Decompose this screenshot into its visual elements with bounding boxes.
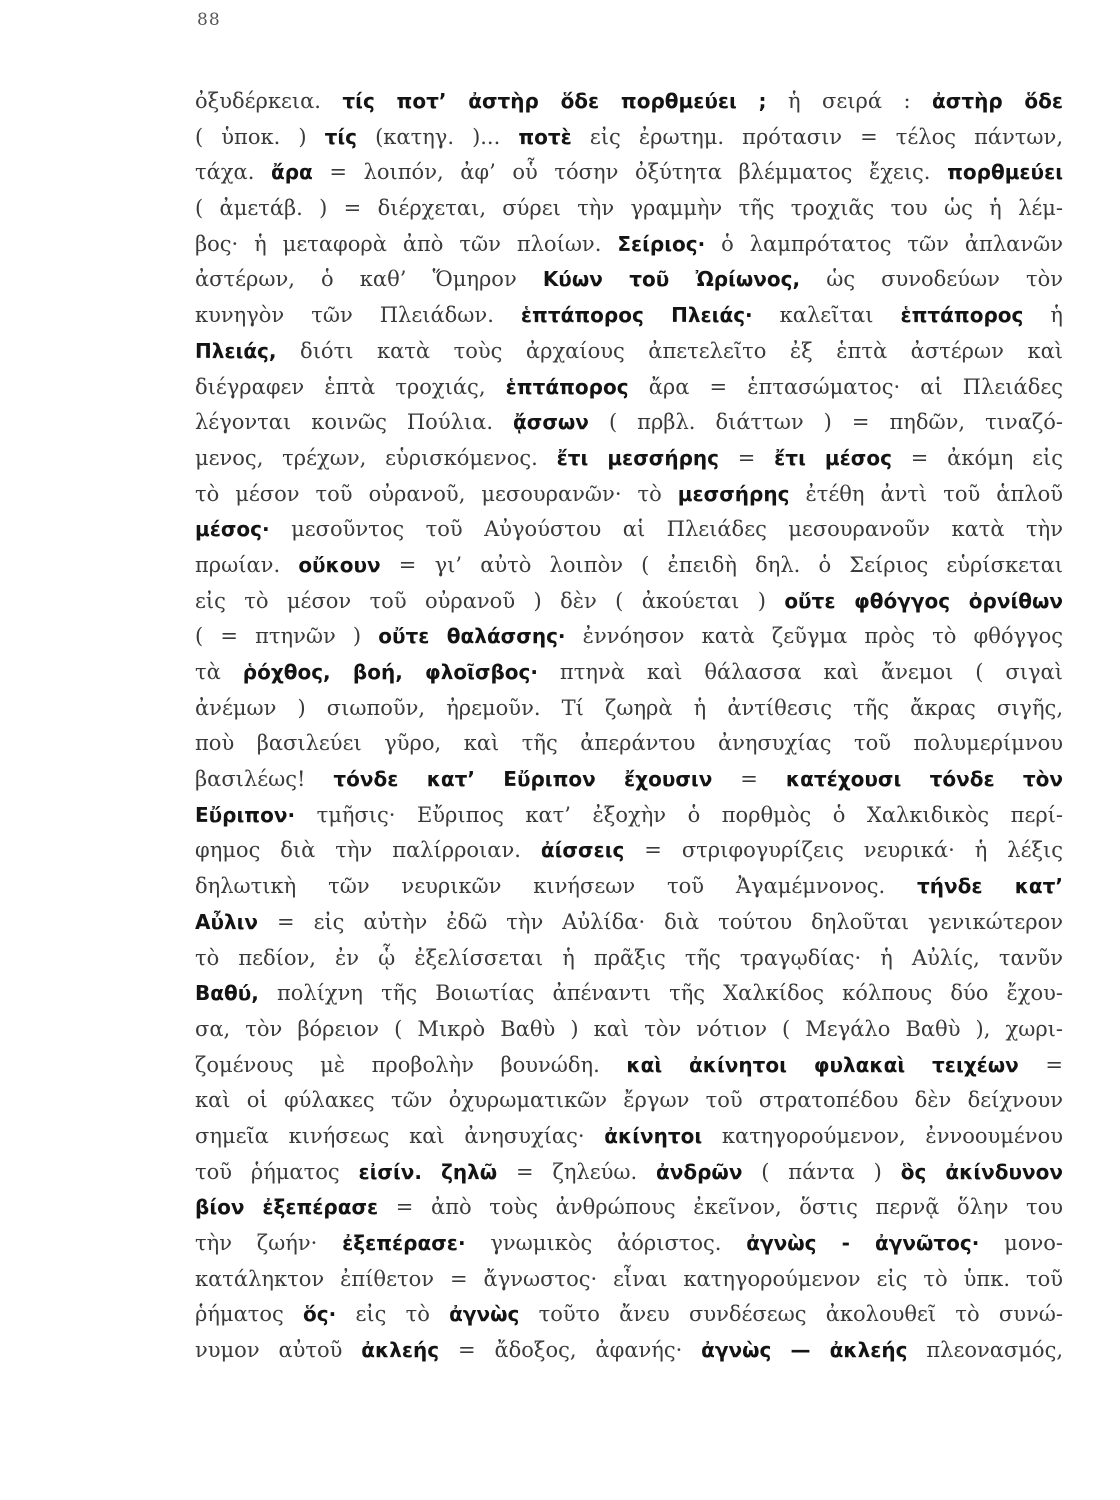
bold-lemma: μεσσήρης <box>677 481 790 506</box>
plain-text: ποὺ βασιλεύει γῦρο, καὶ τῆς ἀπεράντου ἀνησυχίας τοῦ πολυμερίμνου <box>195 731 1063 756</box>
text-line <box>195 1333 1063 1369</box>
bold-lemma: ἐξεπέρασε· <box>342 1231 466 1255</box>
plain-text: ἐννόησον κατὰ ζεῦγμα πρὸς τὸ φθόγγος <box>565 624 1063 649</box>
plain-text: ζομένους μὲ προβολὴν βουνώδη. <box>195 1052 627 1077</box>
bold-lemma: πορθμεύει <box>947 160 1063 185</box>
bold-lemma: ἀκλεής <box>361 1338 440 1363</box>
plain-text: βος· ἡ μεταφορὰ ἀπὸ τῶν πλοίων. <box>195 231 618 256</box>
plain-text: τοῦ ῥήματος <box>195 1159 359 1184</box>
plain-text: ( πάντα ) <box>742 1159 901 1184</box>
bold-lemma: ἀκίνητοι <box>604 1123 703 1148</box>
plain-text: πολίχνη τῆς Βοιωτίας ἀπέναντι τῆς Χαλκίδος κόλπους δύο ἔχου- <box>258 981 1063 1006</box>
plain-text: ὡς συνοδεύων τὸν <box>800 267 1063 292</box>
plain-text: ἀνέμων ) σιωποῦν, ἠρεμοῦν. Τί ζωηρὰ ἡ ἀντίθεσις τῆς ἄκρας σιγῆς, <box>195 695 1063 720</box>
bold-lemma: ἀγνὼς - ἀγνῶτος· <box>746 1231 980 1255</box>
plain-text: σημεῖα κινήσεως καὶ ἀνησυχίας· <box>195 1123 605 1148</box>
plain-text: ὀξυδέρκεια. <box>195 89 343 113</box>
plain-text: = <box>719 445 775 470</box>
plain-text: ( ὑποκ. ) <box>195 124 325 149</box>
text-line <box>195 1190 1063 1226</box>
plain-text: = ἀπὸ τοὺς ἀνθρώπους ἐκεῖνον, ὅστις περνᾷ ὅλην του <box>378 1195 1063 1220</box>
text-line <box>195 691 1063 727</box>
plain-text: ( = πτηνῶν ) <box>195 624 379 649</box>
text-line <box>195 120 1063 156</box>
bold-lemma: ἀγνὼς <box>449 1302 520 1327</box>
page-number: 88 <box>197 10 221 30</box>
bold-lemma: ἑπτάπορος <box>900 303 1024 328</box>
plain-text: = <box>1018 1052 1063 1077</box>
bold-lemma: τόνδε κατ’ Εὔριπον ἔχουσιν <box>333 767 713 792</box>
plain-text: ἐτέθη ἀντὶ τοῦ ἁπλοῦ <box>789 481 1063 506</box>
bold-lemma: ὃς ἀκίνδυνον <box>900 1159 1063 1184</box>
bold-lemma: ἀστὴρ ὅδε <box>932 89 1063 113</box>
plain-text: κατηγορούμενον, ἐννοουμένου <box>702 1123 1063 1148</box>
text-line <box>195 334 1063 370</box>
bold-lemma: καὶ ἀκίνητοι φυλακαὶ τειχέων <box>626 1052 1019 1077</box>
bold-lemma: Πλειάς, <box>195 338 277 363</box>
bold-lemma: ἑπτάπορος <box>505 374 629 399</box>
text-line <box>195 298 1063 334</box>
plain-text: ( πρβλ. διάττων ) = πηδῶν, τιναζό- <box>588 410 1063 435</box>
plain-text: τάχα. <box>195 160 271 185</box>
plain-text: ( ἀμετάβ. ) = διέρχεται, σύρει τὴν γραμμὴν τῆς τροχιᾶς του ὡς ἡ λέμ- <box>195 196 1063 221</box>
plain-text: ἡ σειρά : <box>766 89 932 113</box>
text-line <box>195 1119 1063 1155</box>
plain-text: = γι’ αὐτὸ λοιπὸν ( ἐπειδὴ δηλ. ὁ Σείριος εὑρίσκεται <box>380 552 1063 577</box>
text-line <box>195 227 1063 263</box>
text-line <box>195 1262 1063 1298</box>
bold-lemma: τίς <box>324 124 358 149</box>
text-line <box>195 869 1063 905</box>
text-line <box>195 762 1063 798</box>
plain-text: τὴν ζωήν· <box>195 1231 343 1255</box>
text-line <box>195 726 1063 762</box>
plain-text: βασιλέως! <box>195 767 334 792</box>
bold-lemma: οὔκουν <box>298 552 381 577</box>
text-line <box>195 655 1063 691</box>
bold-lemma: κατέχουσι τόνδε τὸν <box>785 767 1063 792</box>
text-line <box>195 512 1063 548</box>
bold-lemma: εἰσίν. ζηλῶ <box>358 1159 498 1184</box>
plain-text: πλεονασμός, <box>907 1338 1063 1363</box>
bold-lemma: βίον ἐξεπέρασε <box>195 1195 379 1220</box>
plain-text: διέγραφεν ἑπτὰ τροχιάς, <box>195 374 506 399</box>
plain-text: = στριφογυρίζεις νευρικά· ἡ λέξις <box>624 838 1063 863</box>
bold-lemma: ἑπτάπορος Πλειάς· <box>520 303 753 328</box>
bold-lemma: ἔτι μέσος <box>774 445 892 470</box>
bold-lemma: μέσος· <box>195 517 270 542</box>
bold-lemma: Αὖλιν <box>195 909 259 934</box>
plain-text: κυνηγὸν τῶν Πλειάδων. <box>195 303 521 328</box>
plain-text: ὁ λαμπρότατος τῶν ἀπλανῶν <box>705 231 1063 256</box>
plain-text: κατάληκτον ἐπίθετον = ἄγνωστος· εἶναι κατηγορούμενον εἰς τὸ ὑπκ. τοῦ <box>195 1266 1063 1291</box>
text-line <box>195 976 1063 1012</box>
commentary-text <box>195 84 1063 1369</box>
plain-text: = ἀκόμη εἰς <box>891 445 1063 470</box>
text-line <box>195 441 1063 477</box>
bold-lemma: ἀγνὼς — ἀκλεής <box>701 1338 908 1363</box>
bold-lemma: Σείριος· <box>617 231 706 256</box>
text-line <box>195 477 1063 513</box>
plain-text: = λοιπόν, ἀφ’ οὗ τόσην ὀξύτητα βλέμματος ἔχεις. <box>312 160 948 185</box>
plain-text: σα, τὸν βόρειον ( Μικρὸ Βαθὺ ) καὶ τὸν νότιον ( Μεγάλο Βαθὺ ), χωρι- <box>195 1016 1063 1041</box>
plain-text: = εἰς αὐτὴν ἐδῶ τὴν Αὐλίδα· διὰ τούτου δηλοῦται γενικώτερον <box>258 909 1063 934</box>
bold-lemma: οὔτε θαλάσσης· <box>378 624 566 649</box>
bold-lemma: Βαθύ, <box>195 981 259 1006</box>
plain-text: λέγονται κοινῶς Πούλια. <box>195 410 514 435</box>
plain-text: πρωίαν. <box>195 552 299 577</box>
text-line <box>195 905 1063 941</box>
text-line <box>195 1048 1063 1084</box>
text-line <box>195 1012 1063 1048</box>
text-line <box>195 833 1063 869</box>
plain-text: εἰς τὸ <box>336 1302 450 1327</box>
plain-text: τοῦτο ἄνευ συνδέσεως ἀκολουθεῖ τὸ συνώ- <box>519 1302 1063 1327</box>
bold-lemma: ῥόχθος, βοή, φλοῖσβος· <box>242 660 538 684</box>
plain-text: μενος, τρέχων, εὑρισκόμενος. <box>195 445 557 470</box>
bold-lemma: Εὔριπον· <box>195 802 296 827</box>
plain-text: γνωμικὸς ἀόριστος. <box>465 1231 747 1255</box>
text-line <box>195 405 1063 441</box>
bold-lemma: ᾄσσων <box>513 410 589 435</box>
bold-lemma: τήνδε κατ’ <box>917 874 1063 899</box>
plain-text: εἰς ἐρωτημ. πρότασιν = τέλος πάντων, <box>571 124 1063 149</box>
plain-text: μονο- <box>979 1231 1063 1255</box>
text-line <box>195 1155 1063 1191</box>
text-line <box>195 798 1063 834</box>
text-line <box>195 548 1063 584</box>
plain-text: ἀστέρων, ὁ καθ’ Ὅμηρον <box>195 267 543 292</box>
plain-text: τὰ <box>195 660 243 684</box>
bold-lemma: ἄρα <box>270 160 313 185</box>
text-line <box>195 370 1063 406</box>
plain-text: δηλωτικὴ τῶν νευρικῶν κινήσεων τοῦ Ἀγαμέμνονος. <box>195 874 918 899</box>
text-line <box>195 619 1063 655</box>
text-line <box>195 191 1063 227</box>
text-line <box>195 584 1063 620</box>
text-line <box>195 1226 1063 1262</box>
plain-text: (κατηγ. )... <box>357 124 519 149</box>
bold-lemma: ποτὲ <box>518 124 572 149</box>
plain-text: τὸ μέσον τοῦ οὐρανοῦ, μεσουρανῶν· τὸ <box>195 481 678 506</box>
plain-text: εἰς τὸ μέσον τοῦ οὐρανοῦ ) δὲν ( ἀκούεται ) <box>195 588 785 613</box>
text-line <box>195 84 1063 120</box>
text-line <box>195 1297 1063 1333</box>
bold-lemma: ἀνδρῶν <box>656 1159 743 1184</box>
text-line <box>195 262 1063 298</box>
text-line <box>195 941 1063 977</box>
plain-text: τμῆσις· Εὔριπος κατ’ ἐξοχὴν ὁ πορθμὸς ὁ Χαλκιδικὸς περί- <box>295 802 1063 827</box>
bold-lemma: ἔτι μεσσήρης <box>556 445 719 470</box>
plain-text: ῥήματος <box>195 1302 304 1327</box>
plain-text: = ἄδοξος, ἀφανής· <box>439 1338 702 1363</box>
plain-text: ἄρα = ἑπτασώματος· αἱ Πλειάδες <box>628 374 1063 399</box>
bold-lemma: ὅς· <box>303 1302 337 1327</box>
plain-text: τὸ πεδίον, ἐν ᾧ ἐξελίσσεται ἡ πρᾶξις τῆς τραγῳδίας· ἡ Αὐλίς, τανῦν <box>195 945 1063 970</box>
plain-text: = ζηλεύω. <box>497 1159 657 1184</box>
bold-lemma: τίς ποτ’ ἀστὴρ ὅδε πορθμεύει ; <box>342 89 767 113</box>
plain-text: πτηνὰ καὶ θάλασσα καὶ ἄνεμοι ( σιγαὶ <box>537 660 1063 684</box>
text-line <box>195 155 1063 191</box>
text-line <box>195 1083 1063 1119</box>
plain-text: ἡ <box>1023 303 1063 328</box>
plain-text: = <box>712 767 786 792</box>
plain-text: φημος διὰ τὴν παλίρροιαν. <box>195 838 541 863</box>
bold-lemma: Κύων τοῦ Ὠρίωνος, <box>542 267 801 292</box>
plain-text: μεσοῦντος τοῦ Αὐγούστου αἱ Πλειάδες μεσουρανοῦν κατὰ τὴν <box>269 517 1063 542</box>
plain-text: νυμον αὐτοῦ <box>195 1338 362 1363</box>
plain-text: καλεῖται <box>752 303 901 328</box>
plain-text: καὶ οἱ φύλακες τῶν ὀχυρωματικῶν ἔργων τοῦ στρατοπέδου δὲν δείχνουν <box>195 1088 1063 1113</box>
bold-lemma: οὔτε φθόγγος ὀρνίθων <box>784 588 1063 613</box>
plain-text: διότι κατὰ τοὺς ἀρχαίους ἀπετελεῖτο ἐξ ἑπτὰ ἀστέρων καὶ <box>276 338 1063 363</box>
bold-lemma: ἀίσσεις <box>540 838 625 863</box>
